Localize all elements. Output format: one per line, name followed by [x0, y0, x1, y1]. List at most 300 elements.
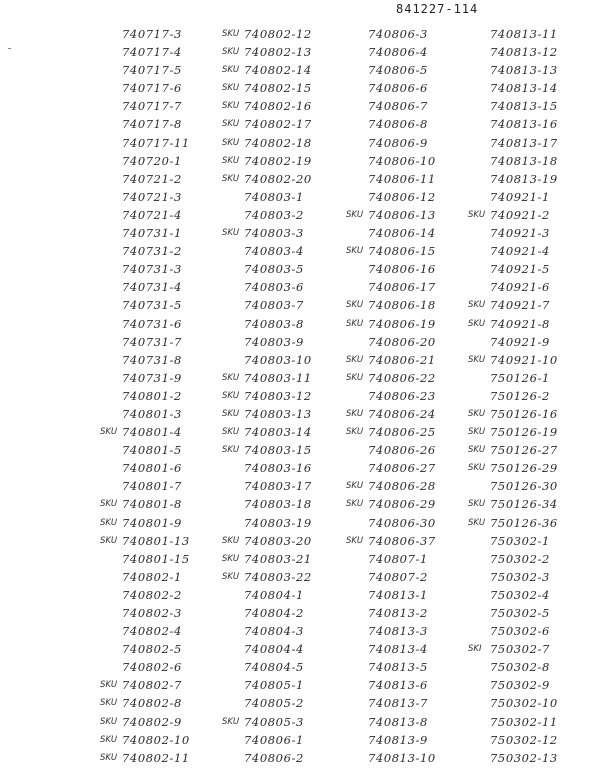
list-item [100, 658, 225, 676]
list-item [100, 242, 225, 260]
part-number: 740802-13 [244, 45, 312, 60]
list-item [468, 188, 593, 206]
part-number: 750302-11 [490, 714, 558, 729]
part-number: 740803-17 [244, 479, 312, 494]
sku-prefix: SKU [346, 408, 364, 419]
list-item [100, 188, 225, 206]
list-item [222, 713, 347, 731]
part-number: 740801-8 [122, 497, 182, 512]
list-item [222, 115, 347, 133]
list-item [222, 622, 347, 640]
part-number: 740802-12 [244, 27, 312, 41]
part-number: 740802-6 [122, 660, 182, 675]
list-item [222, 79, 347, 97]
list-item [100, 296, 225, 314]
sku-prefix: SKU [100, 499, 118, 510]
list-item [222, 441, 347, 459]
list-item [222, 97, 347, 115]
part-number: 740802-4 [122, 624, 182, 639]
list-item [100, 568, 225, 586]
sku-prefix: SKU [222, 390, 240, 401]
part-number: 740721-2 [122, 171, 182, 186]
part-number: 750302-7 [490, 642, 550, 657]
part-number: 740921-6 [490, 280, 550, 295]
part-number: 740803-18 [244, 497, 312, 512]
list-item [468, 369, 593, 387]
part-number: 740803-10 [244, 352, 312, 367]
list-item [222, 550, 347, 568]
list-item [100, 61, 225, 79]
list-item [222, 586, 347, 604]
sku-prefix: SKU [468, 408, 486, 419]
list-item [346, 387, 471, 405]
part-number: 740921-5 [490, 262, 550, 277]
part-number: 740802-15 [244, 81, 312, 96]
part-number: 740802-5 [122, 642, 182, 657]
part-number: 740803-21 [244, 551, 312, 566]
part-number: 740807-1 [368, 551, 428, 566]
part-number: 740806-4 [368, 45, 428, 60]
list-item [222, 405, 347, 423]
sku-prefix: SKU [468, 209, 486, 220]
part-number: 740803-8 [244, 316, 304, 331]
part-number: 740813-9 [368, 732, 428, 747]
list-item [468, 441, 593, 459]
sku-prefix: SKU [222, 228, 240, 239]
list-item [222, 61, 347, 79]
list-item [222, 369, 347, 387]
list-item [468, 315, 593, 333]
list-item [222, 333, 347, 351]
part-number: 740806-13 [368, 207, 436, 222]
list-item [222, 532, 347, 550]
sku-prefix: SKU [468, 463, 486, 474]
part-number: 740806-23 [368, 388, 436, 403]
list-item [346, 369, 471, 387]
list-item [346, 278, 471, 296]
part-number: 740806-28 [368, 479, 436, 494]
list-item [346, 423, 471, 441]
list-item [468, 749, 593, 767]
part-number: 740731-4 [122, 280, 182, 295]
part-number: 740806-10 [368, 153, 436, 168]
part-number: 740803-3 [244, 226, 304, 241]
part-number: 750126-16 [490, 406, 558, 421]
part-number: 740806-37 [368, 533, 436, 548]
part-number: 740803-16 [244, 461, 312, 476]
part-number: 740802-19 [244, 153, 312, 168]
part-number: 740813-13 [490, 63, 558, 78]
list-item [100, 459, 225, 477]
list-item [100, 134, 225, 152]
part-number: 740806-14 [368, 226, 436, 241]
sku-prefix: SKU [222, 535, 240, 546]
list-item [100, 206, 225, 224]
part-number: 740921-9 [490, 334, 550, 349]
part-number: 750302-12 [490, 732, 558, 747]
list-item [100, 25, 225, 43]
list-item [346, 550, 471, 568]
list-item [468, 658, 593, 676]
part-number: 740813-17 [490, 135, 558, 150]
part-number: 740802-9 [122, 714, 182, 729]
part-number: 740806-8 [368, 117, 428, 132]
part-number: 740803-2 [244, 207, 304, 222]
part-number: 740806-26 [368, 443, 436, 458]
part-number: 740806-11 [368, 171, 436, 186]
sku-prefix: SKU [222, 101, 240, 112]
list-item [346, 206, 471, 224]
part-number: 740802-20 [244, 171, 312, 186]
part-number: 740804-2 [244, 606, 304, 620]
part-number: 740813-14 [490, 81, 558, 96]
list-item [222, 658, 347, 676]
list-item [346, 224, 471, 242]
part-number: 740803-12 [244, 388, 312, 403]
list-item [100, 333, 225, 351]
sku-prefix: SKU [468, 445, 486, 456]
list-item [100, 315, 225, 333]
sku-prefix: SKU [100, 680, 118, 691]
part-number: 740813-16 [490, 117, 558, 132]
list-item [222, 242, 347, 260]
part-number: 740803-20 [244, 533, 312, 548]
list-item [346, 97, 471, 115]
list-item [468, 640, 593, 658]
list-item [346, 604, 471, 622]
part-number: 750302-1 [490, 533, 550, 548]
list-item [222, 43, 347, 61]
sku-prefix: SKU [346, 300, 364, 311]
part-number: 740806-5 [368, 63, 428, 78]
part-number: 740806-7 [368, 99, 428, 114]
part-number: 750302-3 [490, 569, 550, 584]
part-number: 740806-30 [368, 515, 436, 530]
part-number: 740731-1 [122, 226, 182, 241]
list-item [346, 188, 471, 206]
list-item [468, 423, 593, 441]
part-number: 740803-7 [244, 298, 304, 313]
list-item [100, 170, 225, 188]
part-number: 740806-21 [368, 352, 436, 367]
sku-prefix: SKU [346, 499, 364, 510]
part-number: 740802-10 [122, 732, 190, 747]
list-item [100, 278, 225, 296]
part-number: 740720-1 [122, 153, 182, 168]
part-number: 740803-14 [244, 425, 312, 440]
list-item [346, 586, 471, 604]
part-number: 750302-4 [490, 587, 550, 602]
part-number: 740813-11 [490, 27, 558, 41]
list-item [222, 224, 347, 242]
list-item [468, 260, 593, 278]
part-number: 740801-2 [122, 388, 182, 403]
list-item [346, 260, 471, 278]
list-item [100, 713, 225, 731]
sku-prefix: SKU [100, 517, 118, 528]
list-item [468, 586, 593, 604]
list-item [100, 477, 225, 495]
part-number: 740921-3 [490, 226, 550, 241]
part-number: 740806-20 [368, 334, 436, 349]
part-number: 740802-2 [122, 587, 182, 602]
list-item [468, 278, 593, 296]
part-number: 750302-13 [490, 750, 558, 765]
part-number: 740921-8 [490, 316, 550, 331]
list-item [346, 495, 471, 513]
list-item [468, 459, 593, 477]
list-item [468, 134, 593, 152]
list-item [222, 514, 347, 532]
part-number: 740802-7 [122, 678, 182, 693]
part-number: 740813-12 [490, 45, 558, 60]
part-number: 740717-3 [122, 27, 182, 41]
part-number: 740802-16 [244, 99, 312, 114]
part-number: 740721-4 [122, 207, 182, 222]
list-item [222, 260, 347, 278]
part-number: 740806-27 [368, 461, 436, 476]
part-number: 740801-15 [122, 551, 190, 566]
list-item [100, 550, 225, 568]
list-item [346, 351, 471, 369]
sku-prefix: SKU [346, 535, 364, 546]
part-number: 740806-29 [368, 497, 436, 512]
part-number: 740803-11 [244, 370, 312, 385]
part-number: 740806-16 [368, 262, 436, 277]
list-item [222, 749, 347, 767]
list-item [346, 731, 471, 749]
part-number: 740813-10 [368, 750, 436, 765]
part-number: 740717-11 [122, 135, 190, 150]
list-item [468, 79, 593, 97]
part-number: 740803-4 [244, 244, 304, 259]
part-number: 740802-1 [122, 569, 182, 584]
part-number: 740731-7 [122, 334, 182, 349]
sku-prefix: SKU [346, 372, 364, 383]
list-item [346, 152, 471, 170]
part-number: 740813-5 [368, 660, 428, 675]
list-item [100, 586, 225, 604]
part-number: 750126-27 [490, 443, 558, 458]
list-item [222, 477, 347, 495]
list-item [100, 351, 225, 369]
part-number: 740813-2 [368, 606, 428, 620]
column-3 [346, 25, 471, 767]
list-item [100, 749, 225, 767]
part-number: 740801-4 [122, 425, 182, 440]
part-number: 740804-3 [244, 624, 304, 639]
list-item [100, 514, 225, 532]
part-number: 740813-1 [368, 587, 428, 602]
sku-prefix: SKU [222, 47, 240, 58]
list-item [222, 731, 347, 749]
part-number: 740803-9 [244, 334, 304, 349]
part-number: 740731-3 [122, 262, 182, 277]
list-item [222, 640, 347, 658]
list-item [346, 296, 471, 314]
part-number: 740717-7 [122, 99, 182, 114]
list-item [222, 315, 347, 333]
part-number: 740921-7 [490, 298, 550, 313]
part-number: 740813-8 [368, 714, 428, 729]
part-number: 750126-2 [490, 388, 550, 403]
sku-prefix: SKU [468, 499, 486, 510]
list-item [100, 387, 225, 405]
part-number: 750302-6 [490, 624, 550, 639]
list-item [468, 495, 593, 513]
part-number: 740813-6 [368, 678, 428, 693]
part-number: 740803-6 [244, 280, 304, 295]
sku-prefix: SKU [346, 354, 364, 365]
list-item [100, 97, 225, 115]
column-4 [468, 25, 593, 767]
list-item [222, 152, 347, 170]
part-number: 740806-6 [368, 81, 428, 96]
part-number: 750126-34 [490, 497, 558, 512]
part-number: 740813-15 [490, 99, 558, 114]
sku-prefix: SKU [346, 481, 364, 492]
list-item [222, 495, 347, 513]
part-number: 740806-18 [368, 298, 436, 313]
list-item [222, 423, 347, 441]
list-item [100, 369, 225, 387]
list-item [346, 514, 471, 532]
list-item [222, 568, 347, 586]
list-item [222, 694, 347, 712]
list-item [100, 79, 225, 97]
part-number: 740802-18 [244, 135, 312, 150]
part-number: 740806-12 [368, 189, 436, 204]
list-item [468, 61, 593, 79]
part-number: 750126-1 [490, 370, 550, 385]
list-item [346, 170, 471, 188]
part-number: 740717-6 [122, 81, 182, 96]
list-item [222, 206, 347, 224]
sku-prefix: SKU [222, 173, 240, 184]
part-number: 740802-17 [244, 117, 312, 132]
sku-prefix: SKU [346, 318, 364, 329]
sku-prefix: SKU [222, 445, 240, 456]
list-item [468, 622, 593, 640]
list-item [468, 731, 593, 749]
sku-prefix: SKU [468, 318, 486, 329]
part-number: 740921-1 [490, 189, 550, 204]
list-item [346, 25, 471, 43]
column-2 [222, 25, 347, 767]
part-number: 740803-13 [244, 406, 312, 421]
part-number: 740921-2 [490, 207, 550, 222]
list-item [346, 61, 471, 79]
list-item [468, 224, 593, 242]
part-number: 750302-10 [490, 696, 558, 711]
list-item [346, 622, 471, 640]
margin-mark [8, 48, 11, 49]
list-item [468, 568, 593, 586]
list-item [346, 459, 471, 477]
list-item [100, 152, 225, 170]
list-item [100, 640, 225, 658]
sku-prefix: SKU [222, 119, 240, 130]
list-item [100, 441, 225, 459]
part-number: 740806-25 [368, 425, 436, 440]
list-item [346, 405, 471, 423]
sku-prefix: SKU [222, 716, 240, 727]
list-item [346, 694, 471, 712]
list-item [100, 224, 225, 242]
part-number: 740807-2 [368, 569, 428, 584]
part-number: 740803-1 [244, 189, 304, 204]
part-number: 750126-36 [490, 515, 558, 530]
list-item [468, 152, 593, 170]
part-number: 740731-6 [122, 316, 182, 331]
list-item [100, 676, 225, 694]
list-item [468, 25, 593, 43]
part-number: 740804-1 [244, 587, 304, 602]
list-item [468, 115, 593, 133]
part-number: 740802-8 [122, 696, 182, 711]
list-item [100, 405, 225, 423]
part-number: 740806-2 [244, 750, 304, 765]
part-number: 740801-5 [122, 443, 182, 458]
sku-prefix: SKU [222, 29, 240, 39]
list-item [468, 713, 593, 731]
part-number: 740806-22 [368, 370, 436, 385]
list-item [468, 694, 593, 712]
part-number: 740803-19 [244, 515, 312, 530]
part-number: 740805-2 [244, 696, 304, 711]
sku-prefix: SKU [346, 246, 364, 257]
part-number: 740717-4 [122, 45, 182, 60]
list-item [222, 351, 347, 369]
list-item [346, 333, 471, 351]
sku-prefix: SKU [222, 155, 240, 166]
part-number: 750302-2 [490, 551, 550, 566]
part-number: 740803-15 [244, 443, 312, 458]
list-item [222, 676, 347, 694]
sku-prefix: SKU [100, 734, 118, 745]
list-item [100, 260, 225, 278]
list-item [346, 568, 471, 586]
part-number: 740717-5 [122, 63, 182, 78]
part-number: 740802-3 [122, 606, 182, 620]
sku-prefix: SKU [222, 83, 240, 94]
part-number: 740813-4 [368, 642, 428, 657]
list-item [222, 278, 347, 296]
list-item [346, 79, 471, 97]
list-item [468, 242, 593, 260]
sku-prefix: SKU [468, 427, 486, 438]
list-item [468, 43, 593, 61]
sku-prefix: SKU [346, 209, 364, 220]
list-item [346, 115, 471, 133]
part-number: 740801-13 [122, 533, 190, 548]
column-1 [100, 25, 225, 767]
list-item [222, 459, 347, 477]
part-number: 740805-3 [244, 714, 304, 729]
sku-prefix: SKU [346, 427, 364, 438]
part-number: 740806-24 [368, 406, 436, 421]
sku-prefix: SKU [222, 571, 240, 582]
list-item [346, 134, 471, 152]
list-item [346, 242, 471, 260]
sku-prefix: SKU [100, 716, 118, 727]
part-number: 740803-22 [244, 569, 312, 584]
list-item [346, 676, 471, 694]
sku-prefix: SKU [468, 354, 486, 365]
part-number: 740806-19 [368, 316, 436, 331]
list-item [468, 206, 593, 224]
list-item [100, 495, 225, 513]
